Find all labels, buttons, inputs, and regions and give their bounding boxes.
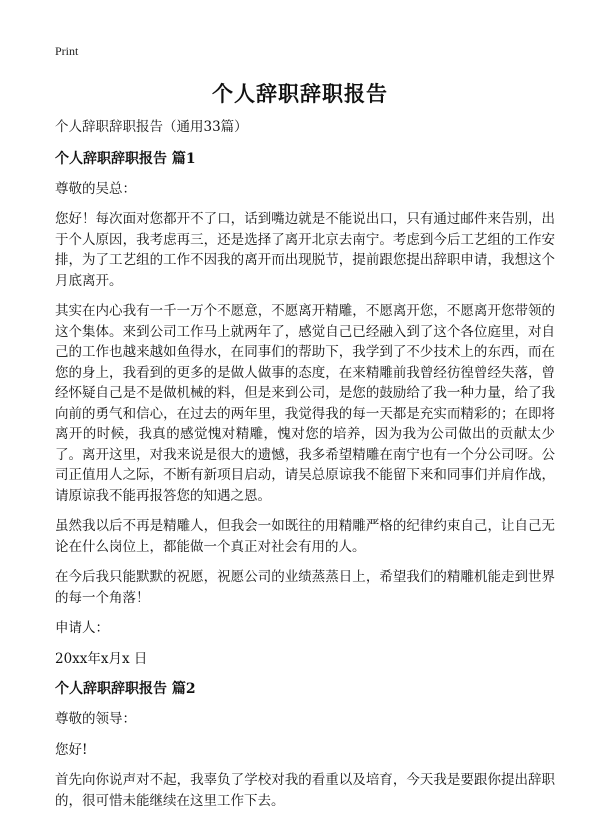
section-heading: 个人辞职辞职报告 篇1 [55, 150, 196, 167]
document-body [55, 117, 555, 821]
document-title: 个人辞职辞职报告 [212, 81, 388, 106]
signer-label: 申请人： [55, 620, 109, 636]
paragraph: 首先向你说声对不起，我辜负了学校对我的看重以及培育，今天我是要跟你提出辞职的，很可惜未能继续在这里工作下去。 [55, 772, 555, 809]
salutation: 尊敬的领导： [55, 711, 136, 727]
signature-date: 20xx年x月x 日 [55, 650, 148, 667]
print-link[interactable]: Print [55, 44, 79, 58]
greeting: 您好! [55, 741, 88, 758]
paragraph: 您好！每次面对您都开不了口，话到嘴边就是不能说出口，只有通过邮件来告别，出于个人原因，我考虑再三，还是选择了离开北京去南宁。考虑到今后工艺组的工作安排，为了工艺组的工作不因我的离开而出现脱节，提前跟您提出辞职申请，我想这个月底离开。 [55, 211, 555, 289]
paragraph: 在今后我只能默默的祝愿，祝愿公司的业绩蒸蒸日上，希望我们的精雕机能走到世界的每一个角落！ [55, 569, 555, 606]
section-heading: 个人辞职辞职报告 篇2 [55, 681, 196, 697]
salutation: 尊敬的吴总： [55, 180, 136, 197]
paragraph: 虽然我以后不再是精雕人，但我会一如既往的用精雕严格的纪律约束自己，让自己无论在什么岗位上，都能做一个真正对社会有用的人。 [55, 518, 555, 555]
document-subtitle: 个人辞职辞职报告（通用33篇） [55, 119, 248, 135]
paragraph: 其实在内心我有一千一万个不愿意，不愿离开精雕，不愿离开您，不愿离开您带领的这个集体。来到公司工作马上就两年了，感觉自己已经融入到了这个各位庭里，对自己的工作也越来越如鱼得水，在同事们的帮助下，我学到了不少技术上的东西，而在您的身上，我看到的更多的是做人做事的态度，在来精雕前我曾经彷徨曾经失落，曾经怀疑自己是不是做机械的料，但是来到公司，是您的鼓励给了我一种力量，给了我向前的勇气和信心，在过去的两年里，我觉得我的每一天都是充实而精彩的；在即将离开的时候，我真的感觉愧对精雕，愧对您的培养，因为我为公司做出的贡献太少了。离开这里，对我来说是很大的遗憾，我多希望精雕在南宁也有一个分公司呀。公司正值用人之际，不断有新项目启动，请吴总原谅我不能留下来和同事们并肩作战，请原谅我不能再报答您的知遇之恩。 [55, 303, 555, 504]
